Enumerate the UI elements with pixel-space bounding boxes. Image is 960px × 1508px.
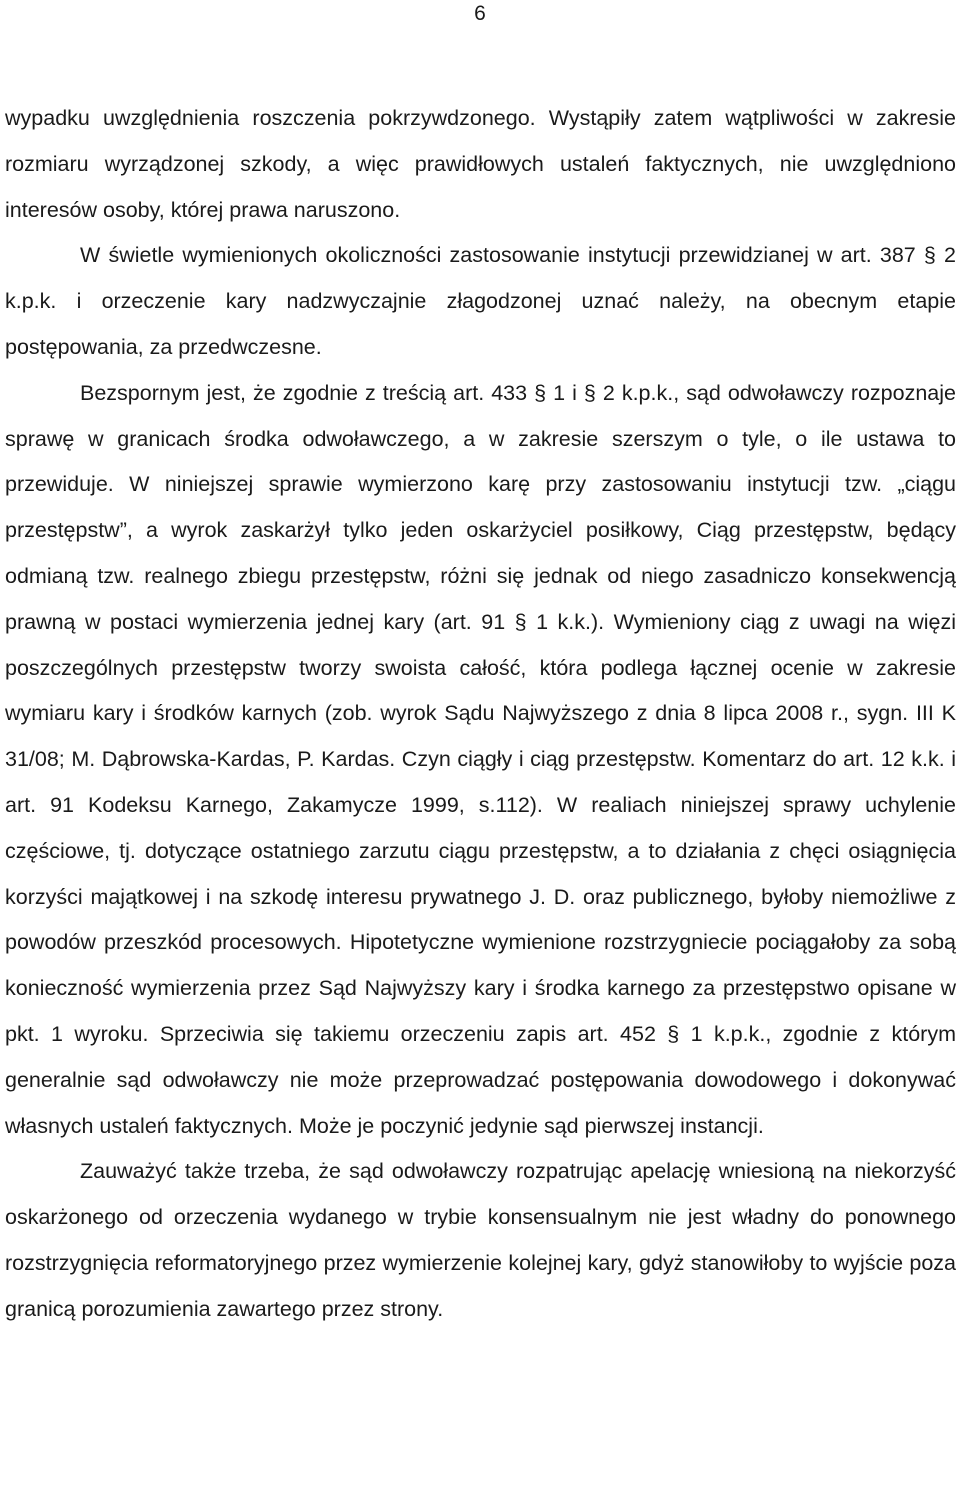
paragraph-4: Zauważyć także trzeba, że sąd odwoławczy rozpatrując apelację wniesioną na niekorzyść oskarżonego od orzeczenia wydanego w trybie konsensualnym nie jest władny do ponownego rozstrzygnięcia reformatoryjnego przez wymierzenie kolejnej kary, gdyż stanowiłoby to wyjście poza granicą porozumienia zawartego przez strony. xyxy=(5,1159,956,1321)
paragraph-2: W świetle wymienionych okoliczności zastosowanie instytucji przewidzianej w art. 387 § 2 k.p.k. i orzeczenie kary nadzwyczajnie złagodzonej uznać należy, na obecnym etapie postępowania, za przedwczesne. xyxy=(5,243,956,359)
paragraph-3: Bezspornym jest, że zgodnie z treścią art. 433 § 1 i § 2 k.p.k., sąd odwoławczy rozpoznaje sprawę w granicach środka odwoławczego, a w zakresie szerszym o tyle, o ile ustawa to przewiduje. W niniejszej sprawie wymierzono karę przy zastosowaniu instytucji tzw. „ciągu przestępstw”, a wyrok zaskarżył tylko jeden oskarżyciel posiłkowy, Ciąg przestępstw, będący odmianą tzw. realnego zbiegu przestępstw, różni się jednak od niego zasadniczo konsekwencją prawną w postaci wymierzenia jednej kary (art. 91 § 1 k.k.). Wymieniony ciąg z uwagi na więzi poszczególnych przestępstw tworzy swoista całość, która podlega łącznej ocenie w zakresie wymiaru kary i środków karnych (zob. wyrok Sądu Najwyższego z dnia 8 lipca 2008 r., sygn. III K 31/08; M. Dąbrowska-Kardas, P. Kardas. Czyn ciągły i ciąg przestępstw. Komentarz do art. 12 k.k. i art. 91 Kodeksu Karnego, Zakamycze 1999, s.112). W realiach niniejszej sprawy uchylenie częściowe, tj. dotyczące ostatniego zarzutu ciągu przestępstw, a to działania z chęci osiągnięcia korzyści majątkowej i na szkodę interesu prywatnego J. D. oraz publicznego, byłoby niemożliwe z powodów przeszkód procesowych. Hipotetyczne wymienione rozstrzygniecie pociągałoby za sobą konieczność wymierzenia przez Sąd Najwyższy kary i środka karnego za przestępstwo opisane w pkt. 1 wyroku. Sprzeciwia się takiemu orzeczeniu zapis art. 452 § 1 k.p.k., zgodnie z którym generalnie sąd odwoławczy nie może przeprowadzać postępowania dowodowego i dokonywać własnych ustaleń faktycznych. Może je poczynić jedynie sąd pierwszej instancji. xyxy=(5,380,956,1138)
document-body xyxy=(5,96,956,1333)
paragraph-1: wypadku uwzględnienia roszczenia pokrzywdzonego. Wystąpiły zatem wątpliwości w zakresie rozmiaru wyrządzonej szkody, a więc prawidłowych ustaleń faktycznych, nie uwzględniono interesów osoby, której prawa naruszono. xyxy=(5,106,956,222)
page-number: 6 xyxy=(474,2,486,25)
